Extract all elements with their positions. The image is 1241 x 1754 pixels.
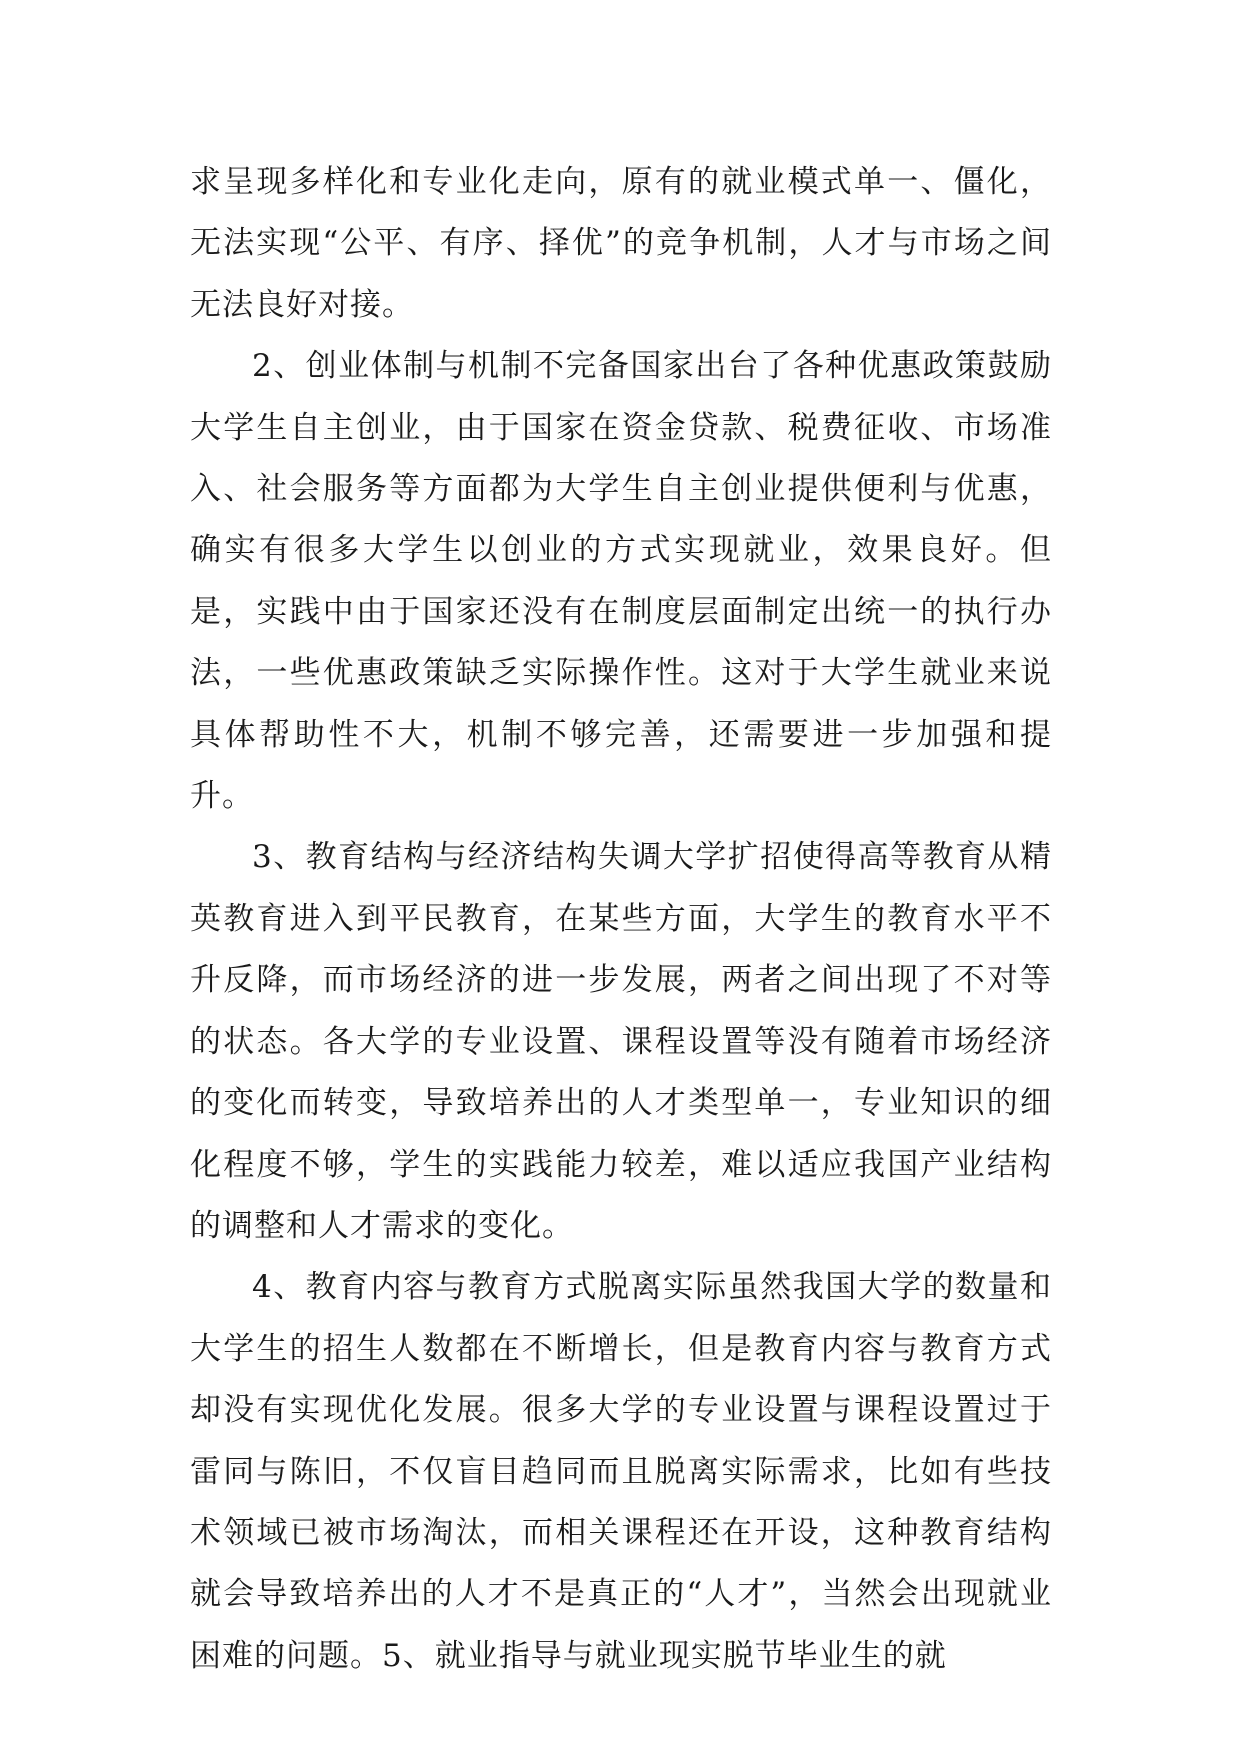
paragraph-3: 3、教育结构与经济结构失调大学扩招使得高等教育从精英教育进入到平民教育，在某些方面，大学生的教育水平不升反降，而市场经济的进一步发展，两者之间出现了不对等的状态。各大学的专业设置、课程设置等没有随着市场经济的变化而转变，导致培养出的人才类型单一，专业知识的细化程度不够，学生的实践能力较差，难以适应我国产业结构的调整和人才需求的变化。: [190, 839, 1052, 1244]
paragraph-2: 2、创业体制与机制不完备国家出台了各种优惠政策鼓励大学生自主创业，由于国家在资金贷款、税费征收、市场准入、社会服务等方面都为大学生自主创业提供便利与优惠，确实有很多大学生以创业的方式实现就业，效果良好。但是，实践中由于国家还没有在制度层面制定出统一的执行办法，一些优惠政策缺乏实际操作性。这对于大学生就业来说具体帮助性不大，机制不够完善，还需要进一步加强和提升。: [190, 348, 1052, 815]
document-body: [190, 152, 1052, 1687]
paragraph-4: 4、教育内容与教育方式脱离实际虽然我国大学的数量和大学生的招生人数都在不断增长，但是教育内容与教育方式却没有实现优化发展。很多大学的专业设置与课程设置过于雷同与陈旧，不仅盲目趋同而且脱离实际需求，比如有些技术领域已被市场淘汰，而相关课程还在开设，这种教育结构就会导致培养出的人才不是真正的“人才”，当然会出现就业困难的问题。5、就业指导与就业现实脱节毕业生的就: [190, 1269, 1052, 1674]
paragraph-1: 求呈现多样化和专业化走向，原有的就业模式单一、僵化，无法实现“公平、有序、择优”的竞争机制，人才与市场之间无法良好对接。: [190, 164, 1052, 323]
